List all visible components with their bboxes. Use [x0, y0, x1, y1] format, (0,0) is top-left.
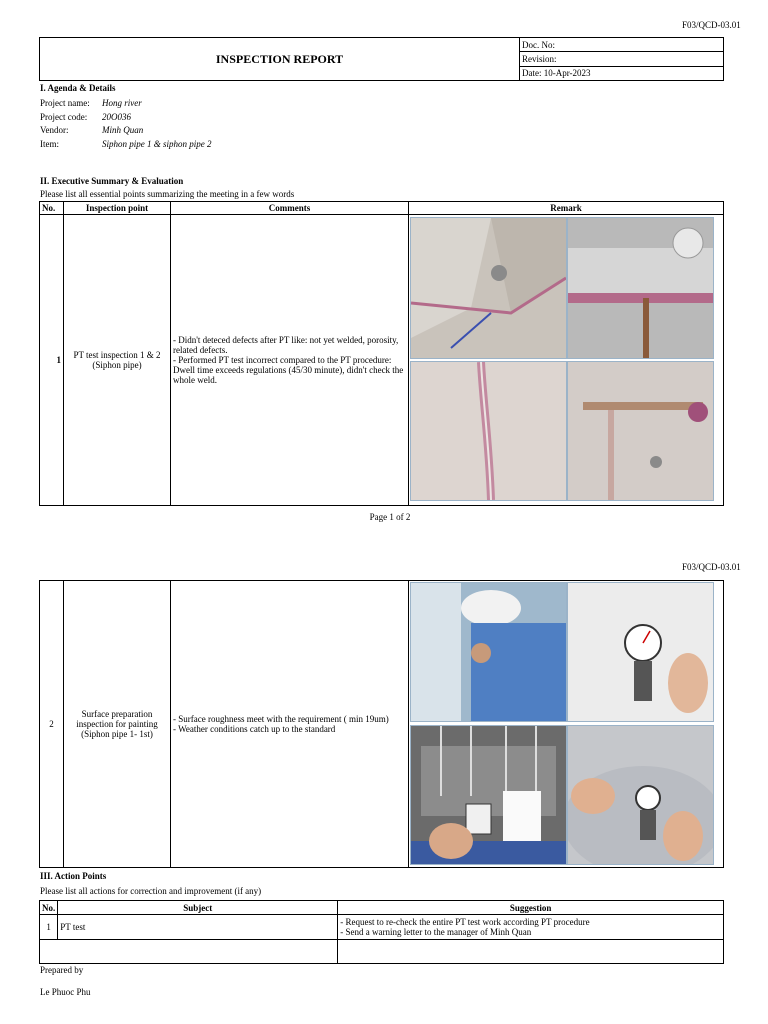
section2-heading: II. Executive Summary & Evaluation — [40, 176, 184, 186]
table-row — [40, 915, 724, 940]
col-no: No. — [40, 901, 58, 915]
photo-pipe-top — [567, 217, 714, 359]
row-no: 1 — [40, 915, 58, 940]
field-project-code: Project code: 20O036 — [40, 111, 131, 122]
field-project-name: Project name: Hong river — [40, 98, 142, 108]
row-comments: - Didn't deteced defects after PT like: not yet welded, porosity, related defects. - Performed PT test incorrect compared to the PT procedure: Dwell time exceeds regulations (45/30 minute), didn't check the whole weld. — [171, 215, 409, 506]
section3-heading: III. Action Points — [40, 871, 107, 881]
col-inspection-point: Inspection point — [64, 202, 171, 215]
prepared-by-label: Prepared by — [40, 965, 84, 975]
revision-label: Revision: — [520, 52, 724, 66]
page-label: Page 1 of 2 — [369, 512, 411, 522]
section1-heading: I. Agenda & Details — [40, 83, 116, 93]
row-no: 1 — [40, 215, 64, 506]
photo-hygrometer — [410, 725, 567, 865]
row-subject: PT test — [58, 915, 338, 940]
row-no: 2 — [40, 581, 64, 868]
photo-weld-seam — [410, 361, 567, 501]
row-comments: - Surface roughness meet with the requirement ( min 19um) - Weather conditions catch up to the standard — [171, 581, 409, 868]
prepared-by-name: Le Phuoc Phu — [40, 987, 91, 997]
col-remark: Remark — [409, 202, 724, 215]
col-subject: Subject — [58, 901, 338, 915]
field-vendor: Vendor: Minh Quan — [40, 125, 144, 136]
doc-code: F03/QCD-03.01 — [682, 20, 741, 30]
row-point: PT test inspection 1 & 2 (Siphon pipe) — [64, 215, 171, 506]
section2-subtext: Please list all essential points summarizing the meeting in a few words — [40, 189, 295, 199]
photo-gauge — [567, 582, 714, 722]
date-label: Date: 10-Apr-2023 — [520, 66, 724, 80]
report-title: INSPECTION REPORT — [40, 38, 520, 81]
col-comments: Comments — [171, 202, 409, 215]
table-row-empty — [40, 940, 724, 964]
photo-gauge-on-pipe — [567, 725, 714, 865]
col-suggestion: Suggestion — [338, 901, 724, 915]
doc-code-page2: F03/QCD-03.01 — [682, 562, 741, 572]
project-fields — [40, 97, 212, 151]
section3-subtext: Please list all actions for correction and improvement (if any) — [40, 886, 262, 896]
row-suggestion: - Request to re-check the entire PT test work according PT procedure - Send a warning letter to the manager of Minh Quan — [338, 915, 724, 940]
doc-no-label: Doc. No: — [520, 38, 724, 52]
row-point: Surface preparation inspection for painting (Siphon pipe 1- 1st) — [64, 581, 171, 868]
photo-weld-corner — [410, 217, 567, 359]
header-table — [39, 37, 724, 81]
photo-weld-bracket — [567, 361, 714, 501]
field-item: Item: Siphon pipe 1 & siphon pipe 2 — [40, 138, 212, 149]
col-no: No. — [40, 202, 64, 215]
photo-worker — [410, 582, 567, 722]
action-table — [39, 900, 724, 964]
